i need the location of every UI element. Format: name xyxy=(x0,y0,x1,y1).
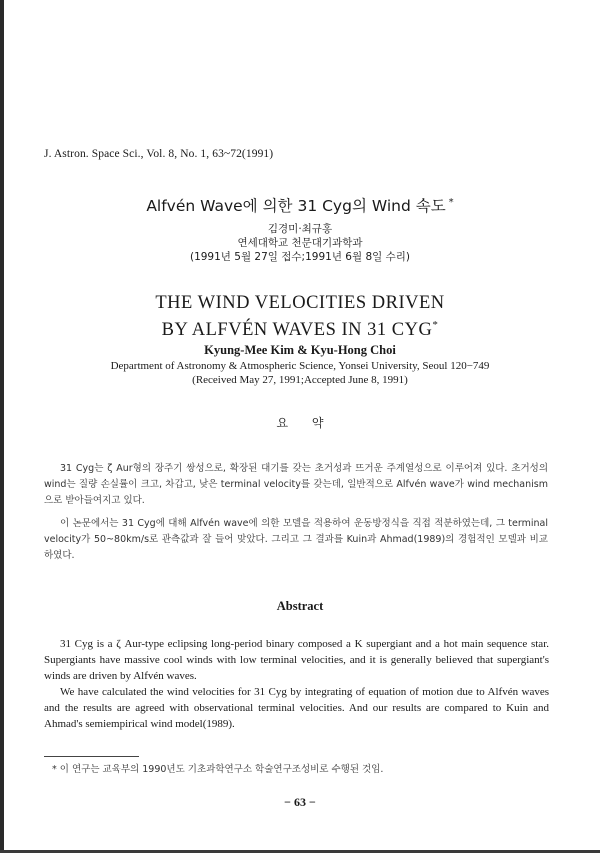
english-authors: Kyung-Mee Kim & Kyu-Hong Choi xyxy=(204,343,396,357)
english-title-footnote-marker: * xyxy=(432,319,439,331)
page-number: − 63 − xyxy=(284,795,316,809)
korean-authors: 김경미·최규홍 xyxy=(267,223,333,235)
english-affiliation: Department of Astronomy & Atmospheric Science, Yonsei University, Seoul 120−749 xyxy=(110,360,490,372)
korean-abstract-paragraph: 31 Cyg는 ζ Aur형의 장주기 쌍성으로, 확장된 대기를 갖는 초거성과 뜨거운 주계열성으로 이루어져 있다. 초거성의 wind는 질량 손실률이 크고, 차갑고, 낮은 terminal velocity를 갖는데, 일반적으로 Alfvén wave가 wind mechanism으로 받아들여지고 있다. xyxy=(44,463,548,506)
korean-abstract-heading: 요 약 xyxy=(276,416,324,430)
english-title xyxy=(0,292,600,341)
english-dates: (Received May 27, 1991;Accepted June 8, 1991) xyxy=(192,374,408,386)
journal-citation: J. Astron. Space Sci., Vol. 8, No. 1, 63~72(1991) xyxy=(44,148,274,160)
korean-title xyxy=(0,194,600,216)
abstract-heading: Abstract xyxy=(276,599,324,613)
abstract-paragraph: We have calculated the wind velocities for 31 Cyg by integrating of equation of motion due to Alfvén waves and the results are agreed with observational terminal velocities. And our results are compared to Kuin and Ahmad's semiempirical wind model(1989). xyxy=(44,686,549,730)
english-title-line2 xyxy=(0,314,600,341)
abstract-paragraph: 31 Cyg is a ζ Aur-type eclipsing long-period binary composed a K supergiant and a hot main sequence star. Supergiants have massive cool winds with low terminal velocities, and it is generally believed that supergiant's winds are driven by Alfvén waves. xyxy=(44,638,549,682)
korean-dates: (1991년 5월 27일 접수;1991년 6월 8일 수리) xyxy=(189,251,411,263)
korean-affiliation: 연세대학교 천문대기과학과 xyxy=(237,237,363,249)
english-title-line1: THE WIND VELOCITIES DRIVEN xyxy=(155,293,445,313)
footnote: * 이 연구는 교육부의 1990년도 기초과학연구소 학술연구조성비로 수행된 것임. xyxy=(52,764,384,775)
title-footnote-marker: * xyxy=(448,196,454,208)
korean-abstract-paragraph: 이 논문에서는 31 Cyg에 대해 Alfvén wave에 의한 모델을 적용하여 운동방정식을 직접 적분하였는데, 그 terminal velocity가 50~80km/s로 관측값과 잘 들어 맞았다. 그리고 그 결과를 Kuin과 Ahmad(1989)의 경험적인 모델과 비교하였다. xyxy=(44,518,548,561)
english-title-line2-text: BY ALFVÉN WAVES IN 31 CYG xyxy=(161,320,433,341)
footnote-divider xyxy=(44,756,139,757)
korean-title-text: Alfvén Wave에 의한 31 Cyg의 Wind 속도 xyxy=(146,197,446,215)
